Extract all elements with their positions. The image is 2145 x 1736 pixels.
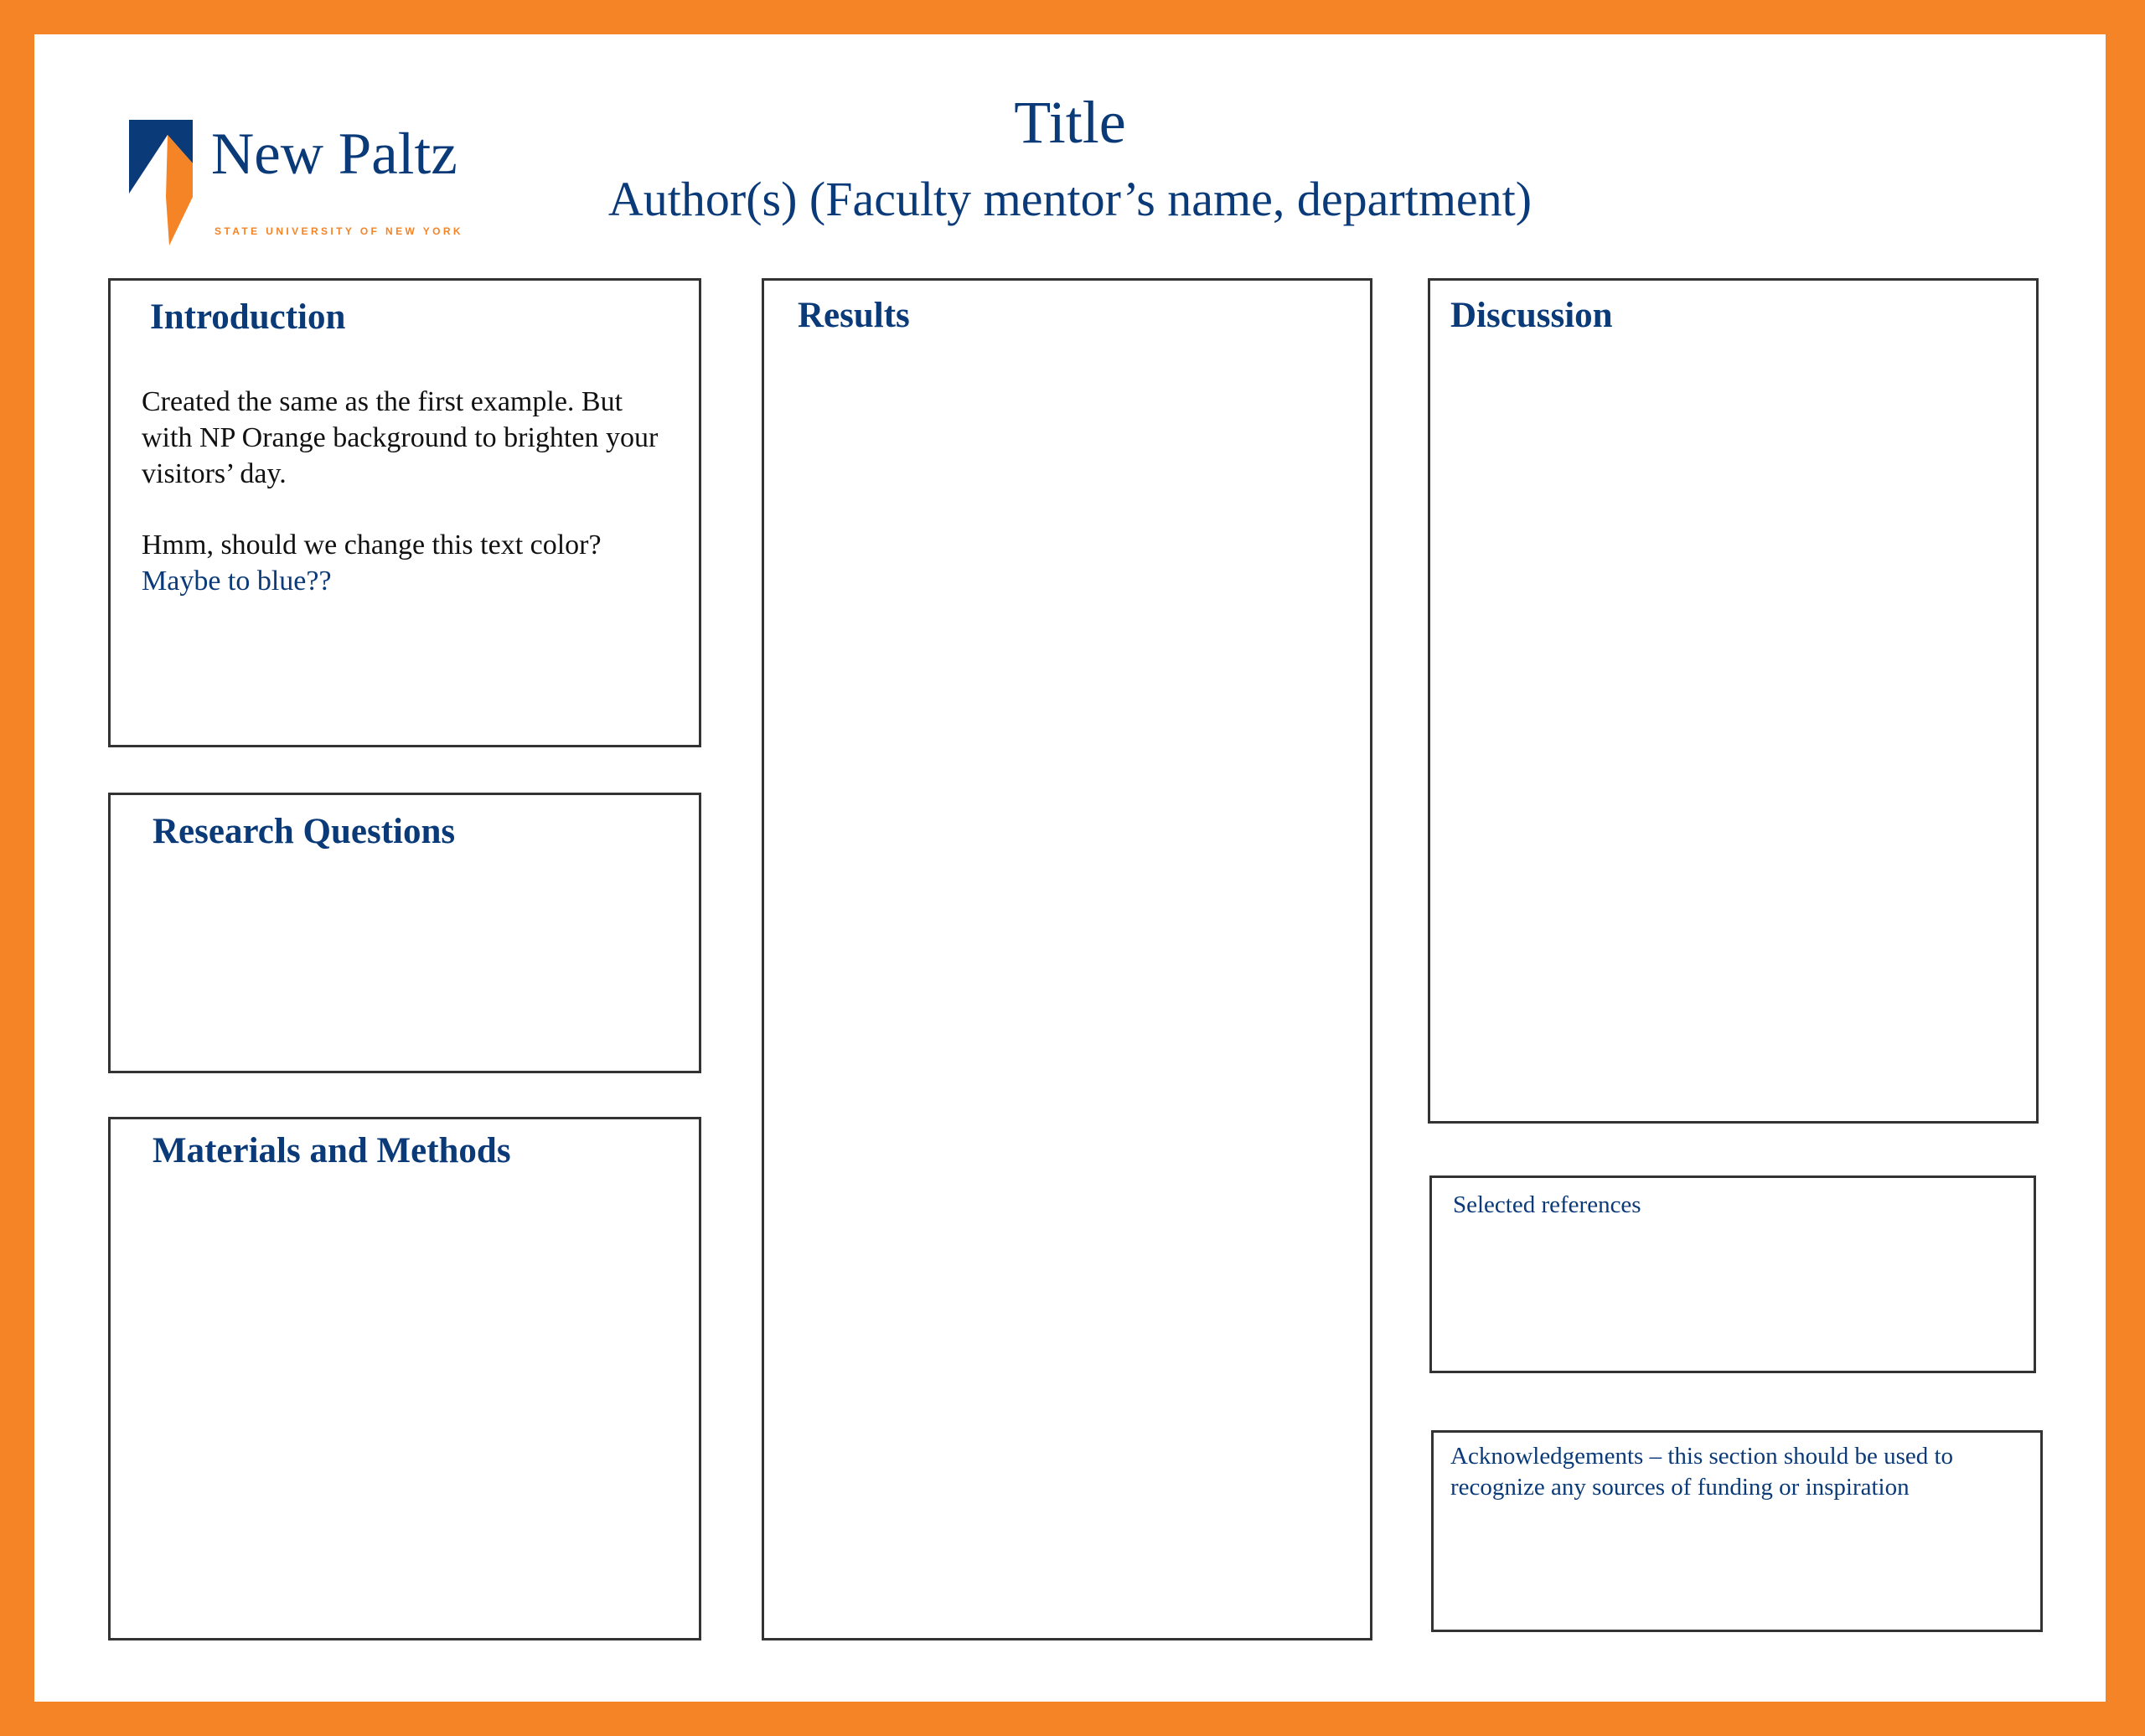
materials-methods-box [108, 1117, 701, 1640]
results-heading: Results [798, 296, 910, 335]
acknowledgements-box [1431, 1430, 2043, 1632]
materials-methods-heading: Materials and Methods [152, 1131, 511, 1170]
discussion-heading: Discussion [1450, 296, 1613, 335]
poster [34, 34, 2106, 1702]
discussion-box [1428, 278, 2039, 1124]
introduction-heading: Introduction [150, 297, 346, 337]
logo-wordmark: New Paltz [211, 121, 457, 187]
introduction-question [142, 527, 669, 599]
introduction-box [108, 278, 701, 747]
results-box [762, 278, 1372, 1640]
research-questions-box [108, 793, 701, 1073]
logo-subtitle: STATE UNIVERSITY OF NEW YORK [214, 225, 463, 237]
introduction-question-text: Hmm, should we change this text color? [142, 530, 602, 561]
poster-title: Title [1014, 89, 1126, 156]
research-questions-heading: Research Questions [152, 812, 456, 851]
poster-authors: Author(s) (Faculty mentor’s name, department) [607, 172, 1533, 226]
introduction-question-blue: Maybe to blue?? [142, 566, 332, 597]
acknowledgements-text: Acknowledgements – this section should be used to recognize any sources of funding or inspiration [1450, 1443, 1954, 1501]
references-label: Selected references [1453, 1191, 1641, 1218]
introduction-paragraph: Created the same as the first example. But with NP Orange background to brighten your visitors’ day. [142, 386, 659, 489]
references-box [1429, 1175, 2036, 1373]
